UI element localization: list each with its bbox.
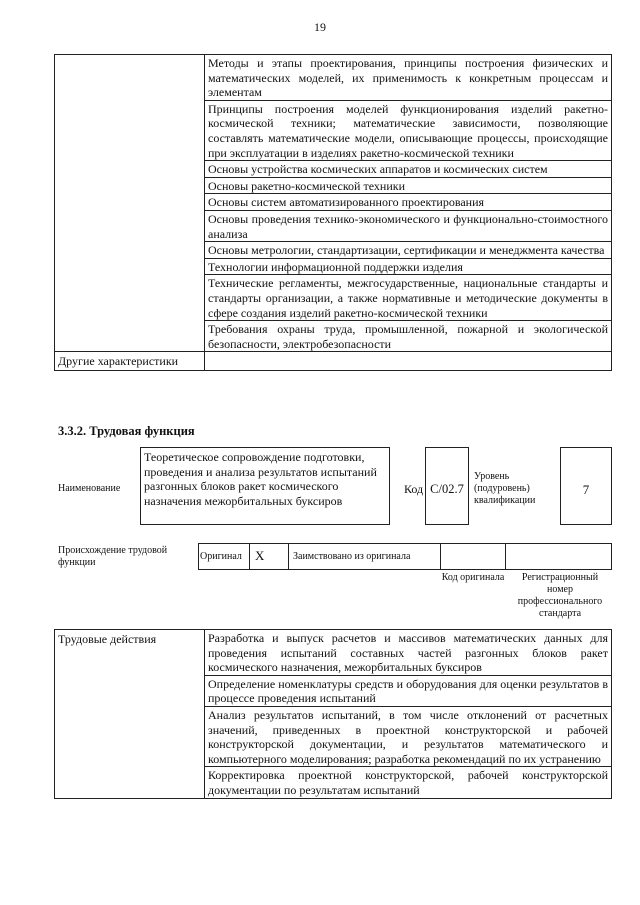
knowledge-item: Методы и этапы проектирования, принципы построения физических и математических моделей, их применимость к конкретным процессам и элементам — [205, 55, 611, 101]
labor-actions-label: Трудовые действия — [55, 630, 205, 799]
other-characteristics-label: Другие характеристики — [55, 352, 205, 371]
divider — [440, 543, 441, 570]
knowledge-item: Основы систем автоматизированного проектирования — [205, 194, 611, 211]
knowledge-row — [55, 55, 612, 352]
labor-action-item: Корректировка проектной конструкторской, рабочей конструкторской документации по результатам испытаний — [208, 768, 608, 797]
knowledge-item: Основы проведения технико-экономического и функционально-стоимостного анализа — [205, 211, 611, 242]
reg-number-caption: Регистрационный номер профессионального стандарта — [517, 572, 603, 619]
original-label: Оригинал — [200, 551, 242, 562]
divider — [288, 543, 289, 570]
labor-actions-cell — [205, 630, 612, 799]
code-label: Код — [404, 482, 424, 496]
origin-label: Происхождение трудовой функции — [58, 545, 168, 568]
borrowed-label: Заимствовано из оригинала — [293, 551, 411, 562]
section-heading: 3.3.2. Трудовая функция — [58, 424, 195, 438]
knowledge-label-cell — [55, 55, 205, 352]
knowledge-item: Основы устройства космических аппаратов и космических систем — [205, 161, 611, 178]
code-original-caption: Код оригинала — [441, 572, 505, 583]
other-characteristics-value — [205, 352, 612, 371]
function-name-box: Теоретическое сопровождение подготовки, проведения и анализа результатов испытаний разгонных блоков ракет космического назначения межорбитальных буксиров — [140, 447, 390, 525]
level-value-box: 7 — [560, 447, 612, 525]
code-value-box: C/02.7 — [425, 447, 469, 525]
labor-action-item: Анализ результатов испытаний, в том числе отклонений от расчетных значений, приведенных в проектной конструкторской и рабочей конструкторской документации, и результатов математического и компьютерного моделирования; разработка рекомендаций по их устранению — [205, 707, 611, 767]
knowledge-item: Основы ракетно-космической техники — [205, 178, 611, 195]
knowledge-item: Технические регламенты, межгосударственные, национальные стандарты и стандарты организации, а также нормативные и методические документы в сфере создания изделий ракетно-космической техники — [205, 275, 611, 321]
knowledge-table — [54, 54, 612, 371]
divider — [249, 543, 250, 570]
knowledge-item: Требования охраны труда, промышленной, пожарной и экологической безопасности, электробезопасности — [208, 322, 608, 351]
knowledge-item: Принципы построения моделей функционирования изделий ракетно-космической техники; математические зависимости, позволяющие составлять математические модели, описывающие процессы, происходящие при эксплуатации в изделиях ракетно-космической техники — [205, 101, 611, 161]
knowledge-item: Основы метрологии, стандартизации, сертификации и менеджмента качества — [205, 242, 611, 259]
original-mark: X — [255, 548, 265, 563]
labor-action-item: Определение номенклатуры средств и оборудования для оценки результатов в процессе проведения испытаний — [205, 676, 611, 707]
knowledge-items-cell — [205, 55, 612, 352]
level-label: Уровень (подуровень) квалификации — [474, 471, 536, 506]
labor-actions-table — [54, 629, 612, 799]
labor-actions-row — [55, 630, 612, 799]
labor-action-item: Разработка и выпуск расчетов и массивов математических данных для проведения испытаний составных частей разгонных блоков ракет космического назначения, межорбитальных буксиров — [205, 630, 611, 676]
divider — [505, 543, 506, 570]
knowledge-item: Технологии информационной поддержки изделия — [205, 259, 611, 276]
page-number: 19 — [314, 20, 326, 34]
other-characteristics-row — [55, 352, 612, 371]
name-label: Наименование — [58, 483, 121, 494]
